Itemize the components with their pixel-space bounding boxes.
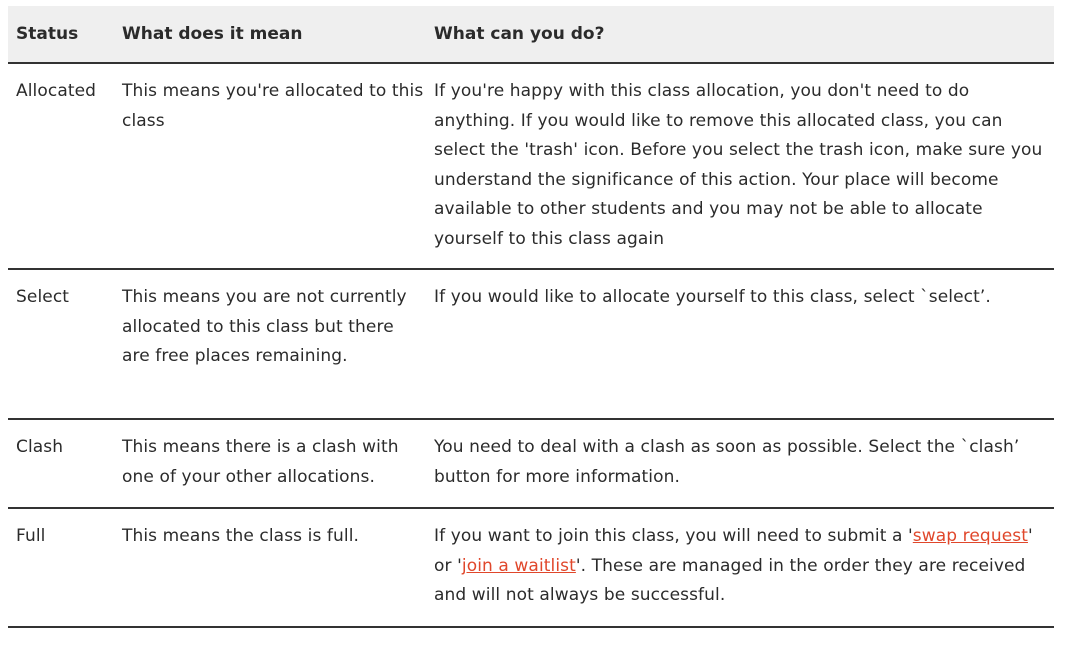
swap-request-link[interactable]: swap request xyxy=(912,526,1028,546)
action-text-mid: ' or ' xyxy=(434,526,1033,576)
header-status: Status xyxy=(8,6,114,63)
table-row xyxy=(8,508,1054,627)
table-header-row xyxy=(8,6,1054,63)
action-text-suffix: '. These are managed in the order they are received and will not always be successful. xyxy=(434,555,1026,605)
cell-action: If you would like to allocate yourself to this class, select `select’. xyxy=(426,269,1054,419)
cell-action: If you're happy with this class allocation, you don't need to do anything. If you would like to remove this allocated class, you can select the 'trash' icon. Before you select the trash icon, make sure you understand the significance of this action. Your place will become available to other students and you may not be able to allocate yourself to this class again xyxy=(426,63,1054,269)
cell-status: Clash xyxy=(8,419,114,508)
table-row xyxy=(8,419,1054,508)
cell-meaning: This means there is a clash with one of your other allocations. xyxy=(114,419,426,508)
header-action: What can you do? xyxy=(426,6,1054,63)
cell-status: Select xyxy=(8,269,114,419)
table-row xyxy=(8,63,1054,269)
action-text-prefix: If you want to join this class, you will need to submit a ' xyxy=(434,526,913,546)
join-waitlist-link[interactable]: join a waitlist xyxy=(461,555,576,576)
header-meaning: What does it mean xyxy=(114,6,426,63)
cell-status: Full xyxy=(8,508,114,627)
cell-status: Allocated xyxy=(8,63,114,269)
status-table-container xyxy=(8,6,1054,628)
table-row xyxy=(8,269,1054,419)
cell-meaning: This means you're allocated to this class xyxy=(114,63,426,269)
cell-action xyxy=(426,508,1054,627)
cell-meaning: This means the class is full. xyxy=(114,508,426,627)
status-table xyxy=(8,6,1054,628)
cell-meaning: This means you are not currently allocated to this class but there are free places remaining. xyxy=(114,269,426,419)
cell-action: You need to deal with a clash as soon as possible. Select the `clash’ button for more information. xyxy=(426,419,1054,508)
